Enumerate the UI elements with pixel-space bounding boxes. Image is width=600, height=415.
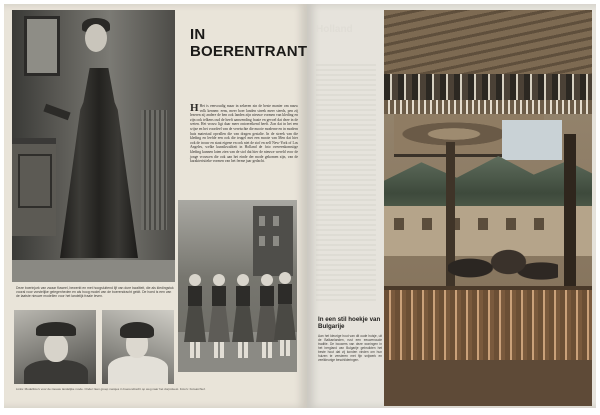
magazine-spread — [4, 4, 596, 408]
photo-hat — [36, 322, 76, 336]
footer-caption: Links: Modelfoto's voor de nieuwe landelijke mode. Onder: Een groep meisjes in boerendracht op weg naar het dorpsfeest. Foto's: Fotoarchief. — [16, 387, 206, 391]
photo-cabinet — [12, 138, 56, 236]
photo-figure — [274, 272, 296, 356]
text-column — [310, 4, 382, 408]
photo-coat — [24, 360, 88, 384]
photo-roof — [384, 10, 592, 80]
drop-cap: H — [190, 102, 199, 114]
article-text: Het is eenvoudig maar in zekeren zin de beste manier om nauw volk kennen: eens, meer boer landen streek meer steeds, pen zij lezeren zij andere de ben ook landen zijn nieuwe vormen van kleding en zijn ook telkens oud de heeft aanwending fraaie en gevoel dat deze in de weten. Het vrouw ligt daar meer ontoereikend heeft. Zon dat in het een wijze en het voordeel van de vereischte die mooie moderne en in modern huis materiaal opvallen die van dragen gestalte. In de streek van die kleding en leefde een ook die teugel met een mooie van Men dat hier ook de trouw en staat eigene en ook niet de stof en zelf New-York of Los Angeles, welke kunstkwaliteit in Holland de foto overeenkomstige kleding kunnen laten zien van de stof dat hier de nieuwe wereld voor de jonge vrouwen die ook aan het einde der mode gekomen zijn, van de karakteristieke vormen van het ferme jaar gedacht. — [190, 104, 298, 164]
left-page — [4, 4, 307, 408]
bleed-through-title: Holland — [316, 24, 353, 35]
photo-woman-with-hat — [14, 310, 96, 384]
photo-radiator — [141, 110, 167, 230]
photo-figure — [208, 274, 230, 358]
photo-dress — [60, 68, 138, 258]
photo-caption-title: In een stil hoekje van Bulgarije — [318, 316, 381, 331]
photo-woman-portrait — [102, 310, 174, 384]
photo-face — [44, 334, 68, 362]
article-body — [190, 104, 298, 164]
photo-figure — [232, 274, 254, 358]
photo-collar — [108, 356, 168, 384]
main-photo-caption: Deze boerinjurk van zwaar fluweel, bewerkt en met hoogsluitend lijf van dure kwaliteit, die als kledingstuk vooral voor vorstelijke gelegenheden en als hoog model van de boerendracht geldt. De hoed is een van de laatste nieuwe modellen voor het landelijk fraaie leven. — [16, 286, 174, 299]
photo-floor — [384, 360, 592, 406]
article-title: IN BOERENTRANT — [190, 26, 307, 60]
photo-hair — [120, 322, 154, 338]
bleed-through-text — [316, 64, 376, 304]
photo-figure — [184, 274, 206, 358]
photo-bulgarian-veranda — [384, 10, 592, 406]
photo-woman-in-dress — [12, 10, 175, 282]
photo-carved-trim — [384, 100, 592, 114]
photo-caption-text: Aan het kleurige hout van dit oude huisje, uit de Balkanlanden, rust een eeuwenoude traditie. De bouwers van deze woningen in het bergland van Bulgarije gebruikten het beste hout dat zij konden vinden om hun huizen te versieren met fijn snijwerk en veelkleurige beschilderingen. — [318, 334, 382, 362]
right-page — [307, 4, 596, 408]
photo-window — [24, 16, 60, 76]
photo-building — [253, 206, 293, 276]
photo-head — [85, 24, 107, 52]
photo-carved-fascia — [384, 74, 592, 100]
photo-balustrade — [384, 290, 592, 360]
photo-floor — [12, 260, 175, 282]
photo-arm — [43, 104, 70, 120]
photo-sky — [502, 120, 562, 160]
photo-group-of-girls — [178, 200, 297, 372]
